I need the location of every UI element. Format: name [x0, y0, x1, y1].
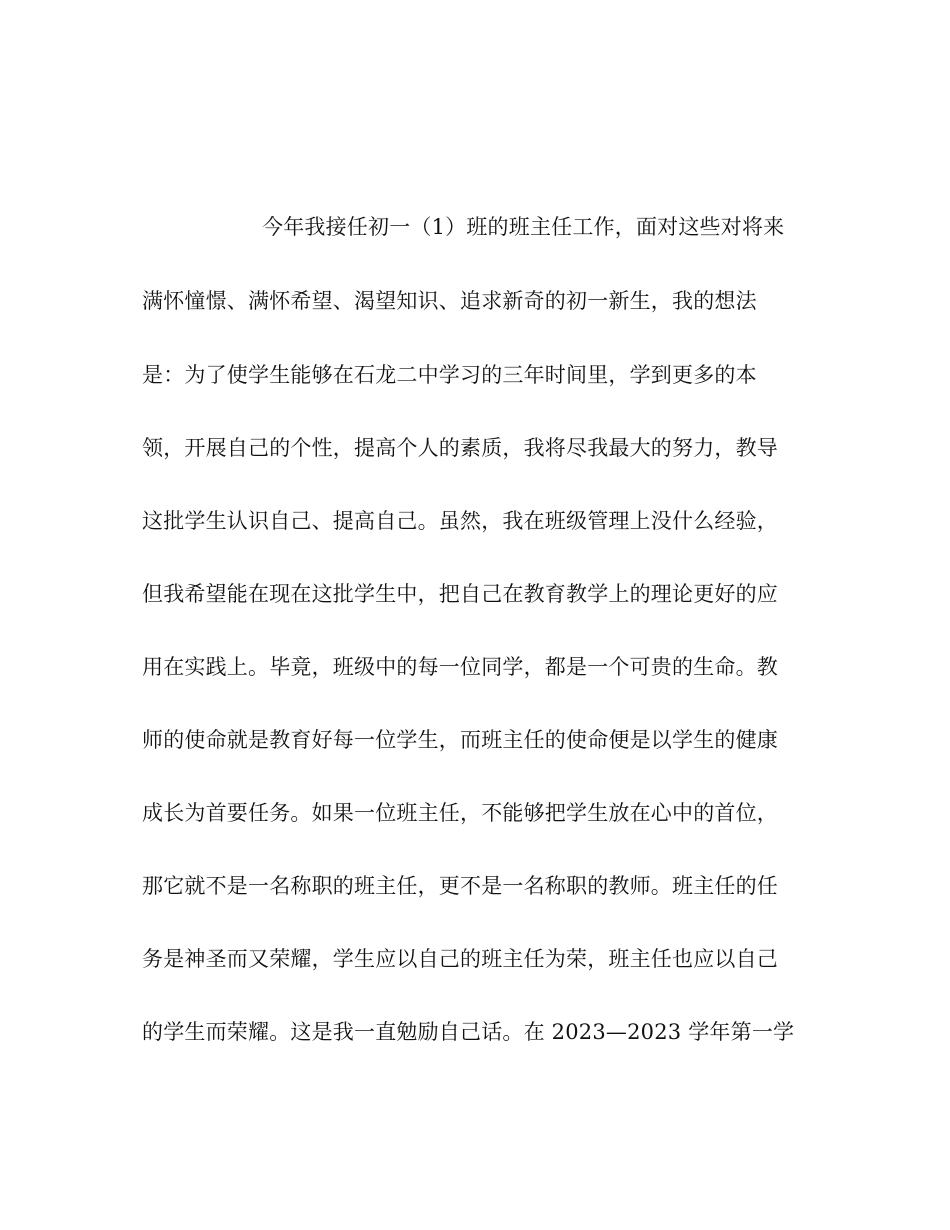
paragraph-line: 成长为首要任务。如果一位班主任，不能够把学生放在心中的首位， [142, 801, 778, 825]
paragraph-line: 是：为了使学生能够在石龙二中学习的三年时间里，学到更多的本 [142, 363, 757, 387]
paragraph-line: 这批学生认识自己、提高自己。虽然，我在班级管理上没什么经验， [142, 509, 778, 533]
paragraph-line: 满怀憧憬、满怀希望、渴望知识、追求新奇的初一新生，我的想法 [142, 289, 757, 313]
paragraph-line: 的学生而荣耀。这是我一直勉励自己话。在 2023—2023 学年第一学 [142, 1020, 795, 1044]
paragraph-line: 师的使命就是教育好每一位学生，而班主任的使命便是以学生的健康 [142, 728, 778, 752]
paragraph-line: 务是神圣而又荣耀，学生应以自己的班主任为荣，班主任也应以自己 [142, 947, 778, 971]
paragraph-line: 用在实践上。毕竟，班级中的每一位同学，都是一个可贵的生命。教 [142, 655, 778, 679]
paragraph-line: 领，开展自己的个性，提高个人的素质，我将尽我最大的努力，教导 [142, 436, 778, 460]
paragraph-line: 但我希望能在现在这批学生中，把自己在教育教学上的理论更好的应 [142, 582, 778, 606]
paragraph-line: 今年我接任初一（1）班的班主任工作，面对这些对将来 [262, 215, 785, 239]
paragraph-line: 那它就不是一名称职的班主任，更不是一名称职的教师。班主任的任 [142, 874, 778, 898]
